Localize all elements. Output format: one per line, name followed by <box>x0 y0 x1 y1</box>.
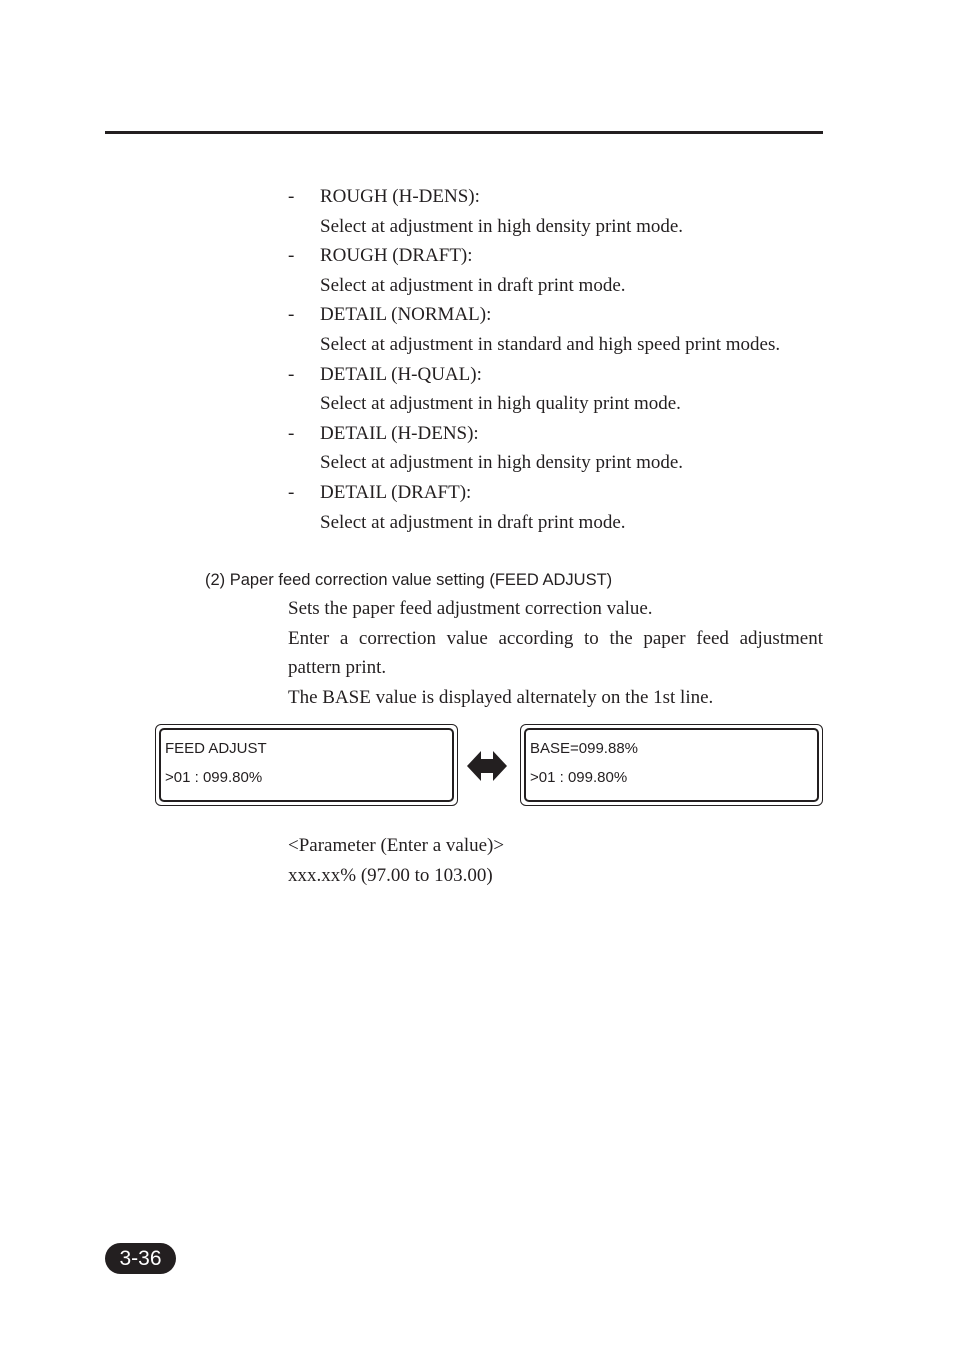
lcd-line-2: >01 : 099.80% <box>530 769 628 786</box>
parameter-range: xxx.xx% (97.00 to 103.00) <box>288 864 493 886</box>
lcd-line-1: FEED ADJUST <box>165 740 267 757</box>
list-item <box>288 300 848 359</box>
mode-description: Select at adjustment in draft print mode. <box>320 511 626 533</box>
list-dash: - <box>288 186 295 207</box>
list-dash: - <box>288 304 295 326</box>
list-dash: - <box>288 481 295 503</box>
mode-label: DETAIL (DRAFT): <box>320 481 472 503</box>
list-item <box>288 241 848 300</box>
mode-description: Select at adjustment in high density print mode. <box>320 215 684 237</box>
mode-label: DETAIL (NORMAL): <box>320 304 492 326</box>
list-item <box>288 419 848 478</box>
parameter-block <box>288 831 504 890</box>
lcd-line-1: BASE=099.88% <box>530 740 638 757</box>
section-body <box>288 594 828 712</box>
list-item <box>288 478 848 537</box>
body-line: pattern print. <box>288 657 387 679</box>
list-item <box>288 360 848 419</box>
body-line: The BASE value is displayed alternately on the 1st line. <box>288 686 714 708</box>
lcd-display-base-value <box>520 724 823 806</box>
double-headed-arrow-icon <box>466 749 508 783</box>
page-number-badge: 3-36 <box>105 1243 176 1274</box>
mode-label: DETAIL (H-QUAL): <box>320 363 482 385</box>
lcd-line-2: >01 : 099.80% <box>165 769 263 786</box>
mode-description: Select at adjustment in high density print mode. <box>320 452 684 474</box>
list-item <box>288 182 848 241</box>
mode-label: ROUGH (H-DENS): <box>320 186 480 207</box>
mode-label: ROUGH (DRAFT): <box>320 245 473 267</box>
mode-label: DETAIL (H-DENS): <box>320 422 479 444</box>
body-line: Sets the paper feed adjustment correction value. <box>288 598 653 619</box>
print-mode-list <box>288 182 848 537</box>
mode-description: Select at adjustment in draft print mode. <box>320 274 626 296</box>
mode-description: Select at adjustment in standard and high speed print modes. <box>320 333 781 355</box>
top-rule <box>105 131 823 134</box>
section-heading: (2) Paper feed correction value setting (FEED ADJUST) <box>205 571 613 589</box>
body-line: Enter a correction value according to the paper feed adjustment <box>288 627 823 649</box>
mode-description: Select at adjustment in high quality print mode. <box>320 393 681 415</box>
lcd-display-feed-adjust <box>155 724 458 806</box>
parameter-heading: <Parameter (Enter a value)> <box>288 835 505 856</box>
list-dash: - <box>288 245 295 267</box>
list-dash: - <box>288 363 295 385</box>
list-dash: - <box>288 422 295 444</box>
